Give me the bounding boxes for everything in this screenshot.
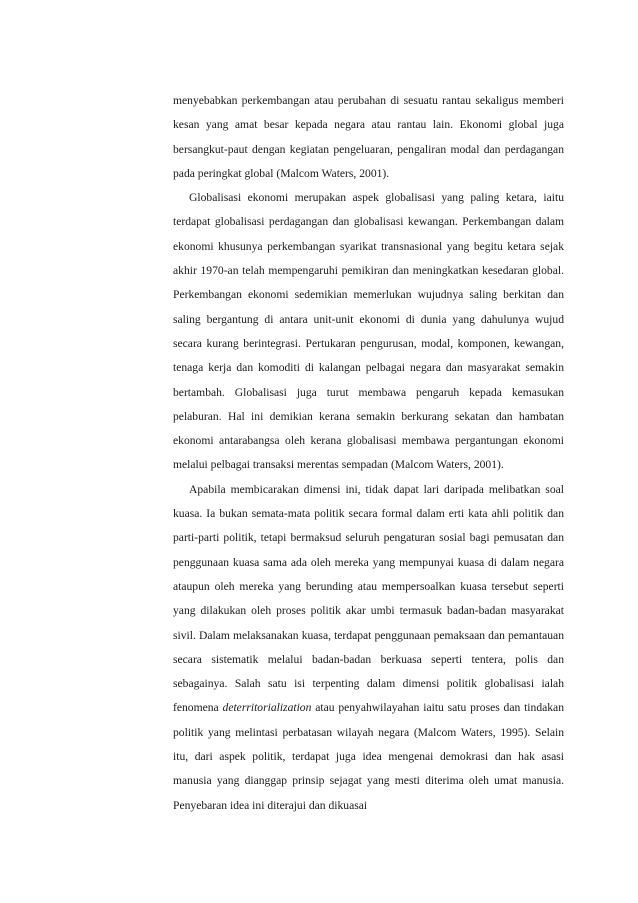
paragraph-3 — [173, 478, 564, 818]
paragraph-3-text-start: Apabila membicarakan dimensi ini, tidak dapat lari daripada melibatkan soal kuasa. Ia bukan semata-mata politik secara formal dalam erti kata ahli politik dan parti-parti politik, tetapi bermaksud seluruh pengaturan sosial bagi pemusatan dan penggunaan kuasa sama ada oleh mereka yang mempunyai kuasa di dalam negara ataupun oleh mereka yang berunding atau mempersoalkan kuasa tersebut seperti yang dilakukan oleh proses politik akar umbi termasuk badan-badan masyarakat sivil. Dalam melaksanakan kuasa, terdapat penggunaan pemaksaan dan pemantauan secara sistematik melalui badan-badan berkuasa seperti tentera, polis dan sebagainya. Salah satu isi terpenting dalam dimensi politik globalisasi ialah fenomena — [173, 482, 564, 715]
paragraph-1 — [173, 89, 564, 186]
body-text — [173, 89, 564, 818]
italic-term: deterritorialization — [222, 701, 312, 715]
paragraph-2 — [173, 186, 564, 478]
paragraph-3-text-end: atau penyahwilayahan iaitu satu proses dan tindakan politik yang melintasi perbatasan wilayah negara (Malcom Waters, 1995). Selain itu, dari aspek politik, terdapat juga idea mengenai demokrasi dan hak asasi manusia yang dianggap prinsip sejagat yang mesti diterima oleh umat manusia. Penyebaran idea ini diterajui dan dikuasai — [173, 701, 564, 812]
paragraph-2-text: Globalisasi ekonomi merupakan aspek globalisasi yang paling ketara, iaitu terdapat globalisasi perdagangan dan globalisasi kewangan. Perkembangan dalam ekonomi khusunya perkembangan syarikat transnasional yang begitu ketara sejak akhir 1970-an telah mempengaruhi pemikiran dan meningkatkan kesedaran global. Perkembangan ekonomi sedemikian memerlukan wujudnya saling berkitan dan saling bergantung di antara unit-unit ekonomi di dunia yang dahulunya wujud secara kurang berintegrasi. Pertukaran pengurusan, modal, komponen, kewangan, tenaga kerja dan komoditi di kalangan pelbagai negara dan masyarakat semakin bertambah. Globalisasi juga turut membawa pengaruh kepada kemasukan pelaburan. Hal ini demikian kerana semakin berkurang sekatan dan hambatan ekonomi antarabangsa oleh kerana globalisasi membawa pergantungan ekonomi melalui pelbagai transaksi merentas sempadan (Malcom Waters, 2001). — [173, 191, 564, 472]
paragraph-1-text: menyebabkan perkembangan atau perubahan di sesuatu rantau sekaligus memberi kesan yang amat besar kepada negara atau rantau lain. Ekonomi global juga bersangkut-paut dengan kegiatan pengeluaran, pengaliran modal dan perdagangan pada peringkat global (Malcom Waters, 2001). — [173, 94, 564, 180]
